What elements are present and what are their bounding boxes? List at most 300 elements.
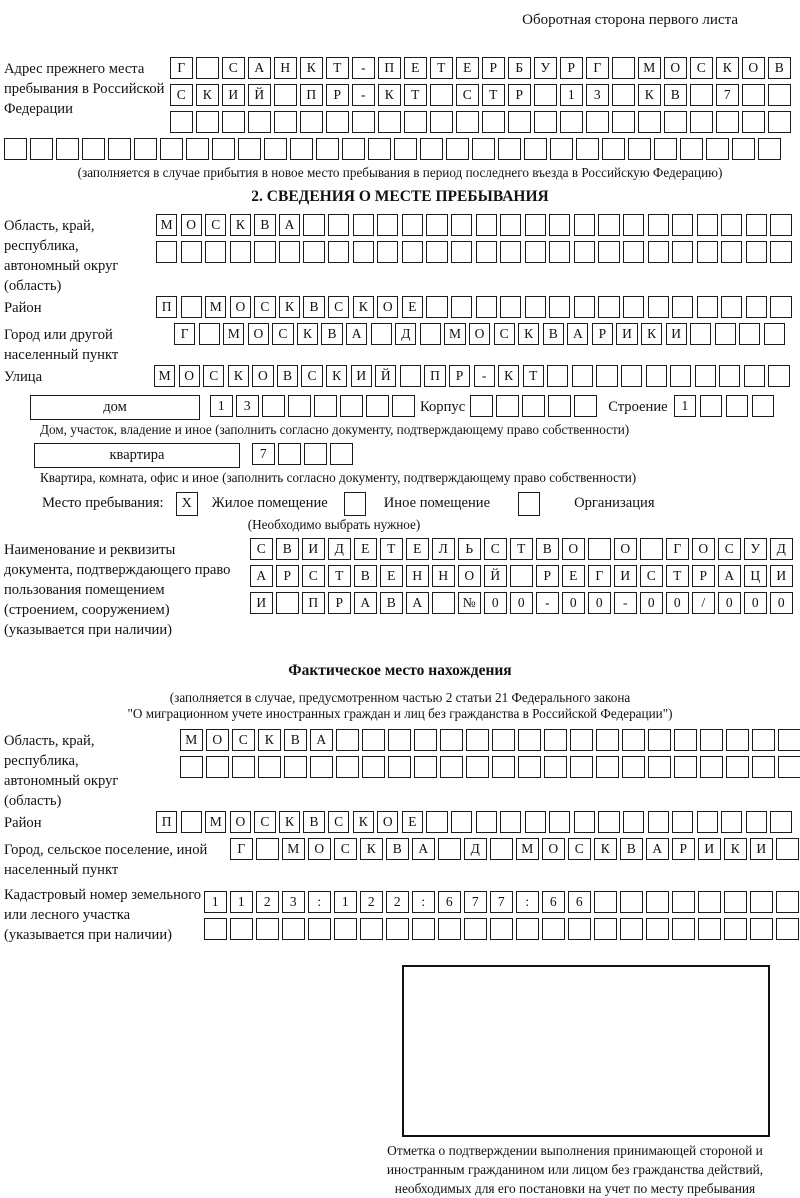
char-cell[interactable] [721, 214, 742, 236]
char-cell[interactable]: Е [380, 565, 403, 587]
char-cell[interactable] [548, 395, 571, 417]
char-cell[interactable] [732, 138, 755, 160]
char-cell[interactable] [371, 323, 392, 345]
char-cell[interactable]: К [326, 365, 347, 387]
char-cell[interactable] [500, 241, 521, 263]
char-cell[interactable] [596, 756, 619, 778]
char-cell[interactable] [524, 138, 547, 160]
char-cell[interactable]: Н [406, 565, 429, 587]
char-cell[interactable] [672, 811, 693, 833]
char-cell[interactable] [238, 138, 261, 160]
char-cell[interactable]: П [424, 365, 445, 387]
char-cell[interactable]: С [203, 365, 224, 387]
char-cell[interactable] [336, 729, 359, 751]
char-cell[interactable] [342, 138, 365, 160]
char-cell[interactable]: 0 [484, 592, 507, 614]
char-cell[interactable]: О [614, 538, 637, 560]
char-cell[interactable] [612, 57, 635, 79]
char-cell[interactable] [674, 756, 697, 778]
char-cell[interactable] [706, 138, 729, 160]
char-cell[interactable] [340, 395, 363, 417]
char-cell[interactable]: С [302, 565, 325, 587]
char-cell[interactable] [721, 811, 742, 833]
char-cell[interactable] [623, 296, 644, 318]
char-cell[interactable] [654, 138, 677, 160]
char-cell[interactable] [316, 138, 339, 160]
char-cell[interactable] [430, 111, 453, 133]
char-cell[interactable]: 1 [674, 395, 697, 417]
char-cell[interactable]: С [690, 57, 713, 79]
char-cell[interactable]: Е [404, 57, 427, 79]
char-cell[interactable]: Т [430, 57, 453, 79]
char-cell[interactable]: Р [449, 365, 470, 387]
char-cell[interactable] [496, 395, 519, 417]
char-cell[interactable]: Р [672, 838, 695, 860]
char-cell[interactable]: О [664, 57, 687, 79]
char-cell[interactable] [278, 443, 301, 465]
char-cell[interactable] [368, 138, 391, 160]
char-cell[interactable]: О [248, 323, 269, 345]
char-cell[interactable]: М [154, 365, 175, 387]
char-cell[interactable] [621, 365, 642, 387]
char-cell[interactable]: Г [174, 323, 195, 345]
char-cell[interactable]: К [258, 729, 281, 751]
char-cell[interactable]: П [378, 57, 401, 79]
char-cell[interactable] [560, 111, 583, 133]
char-cell[interactable] [156, 241, 177, 263]
char-cell[interactable]: С [250, 538, 273, 560]
char-cell[interactable]: О [181, 214, 202, 236]
char-cell[interactable] [456, 111, 479, 133]
char-cell[interactable] [212, 138, 235, 160]
char-cell[interactable] [648, 756, 671, 778]
char-cell[interactable]: Л [432, 538, 455, 560]
char-cell[interactable] [549, 811, 570, 833]
char-cell[interactable]: А [646, 838, 669, 860]
char-cell[interactable]: М [444, 323, 465, 345]
char-cell[interactable] [516, 918, 539, 940]
char-cell[interactable] [254, 241, 275, 263]
char-cell[interactable] [303, 241, 324, 263]
char-cell[interactable]: О [377, 811, 398, 833]
char-cell[interactable] [328, 241, 349, 263]
char-cell[interactable] [570, 729, 593, 751]
char-cell[interactable]: А [412, 838, 435, 860]
char-cell[interactable] [776, 918, 799, 940]
char-cell[interactable]: К [378, 84, 401, 106]
char-cell[interactable] [482, 111, 505, 133]
char-cell[interactable]: А [279, 214, 300, 236]
char-cell[interactable] [256, 918, 279, 940]
char-cell[interactable] [518, 729, 541, 751]
char-cell[interactable] [594, 918, 617, 940]
char-cell[interactable] [300, 111, 323, 133]
char-cell[interactable]: 6 [438, 891, 461, 913]
char-cell[interactable]: 7 [464, 891, 487, 913]
char-cell[interactable]: 0 [510, 592, 533, 614]
checkbox-inoe[interactable] [344, 492, 366, 516]
char-cell[interactable] [680, 138, 703, 160]
char-cell[interactable]: Е [354, 538, 377, 560]
char-cell[interactable]: Д [770, 538, 793, 560]
char-cell[interactable]: К [297, 323, 318, 345]
char-cell[interactable]: К [594, 838, 617, 860]
char-cell[interactable]: С [328, 811, 349, 833]
char-cell[interactable]: Н [274, 57, 297, 79]
char-cell[interactable]: - [352, 57, 375, 79]
checkbox-zhiloe[interactable]: X [176, 492, 198, 516]
char-cell[interactable]: 0 [666, 592, 689, 614]
char-cell[interactable]: 0 [770, 592, 793, 614]
char-cell[interactable] [596, 365, 617, 387]
char-cell[interactable]: Й [484, 565, 507, 587]
char-cell[interactable] [440, 756, 463, 778]
char-cell[interactable] [742, 84, 765, 106]
char-cell[interactable] [638, 111, 661, 133]
char-cell[interactable] [574, 811, 595, 833]
char-cell[interactable]: С [484, 538, 507, 560]
char-cell[interactable] [279, 241, 300, 263]
char-cell[interactable] [623, 241, 644, 263]
char-cell[interactable] [180, 756, 203, 778]
char-cell[interactable] [534, 84, 557, 106]
char-cell[interactable] [196, 111, 219, 133]
char-cell[interactable]: Р [326, 84, 349, 106]
char-cell[interactable] [574, 395, 597, 417]
char-cell[interactable]: Г [170, 57, 193, 79]
char-cell[interactable] [500, 811, 521, 833]
char-cell[interactable] [574, 214, 595, 236]
char-cell[interactable] [746, 214, 767, 236]
char-cell[interactable] [648, 729, 671, 751]
char-cell[interactable]: 1 [560, 84, 583, 106]
char-cell[interactable] [768, 111, 791, 133]
char-cell[interactable] [204, 918, 227, 940]
char-cell[interactable] [360, 918, 383, 940]
char-cell[interactable] [768, 365, 789, 387]
char-cell[interactable] [426, 811, 447, 833]
char-cell[interactable] [690, 323, 711, 345]
char-cell[interactable]: В [276, 538, 299, 560]
char-cell[interactable]: О [206, 729, 229, 751]
char-cell[interactable] [400, 365, 421, 387]
char-cell[interactable] [464, 918, 487, 940]
char-cell[interactable] [522, 395, 545, 417]
char-cell[interactable] [476, 241, 497, 263]
char-cell[interactable] [274, 111, 297, 133]
char-cell[interactable] [470, 395, 493, 417]
char-cell[interactable] [366, 395, 389, 417]
char-cell[interactable]: К [641, 323, 662, 345]
char-cell[interactable]: А [250, 565, 273, 587]
char-cell[interactable]: В [254, 214, 275, 236]
char-cell[interactable]: В [620, 838, 643, 860]
char-cell[interactable] [620, 918, 643, 940]
char-cell[interactable]: Е [562, 565, 585, 587]
char-cell[interactable]: 3 [236, 395, 259, 417]
char-cell[interactable] [700, 729, 723, 751]
char-cell[interactable]: М [282, 838, 305, 860]
char-cell[interactable] [314, 395, 337, 417]
char-cell[interactable]: Т [523, 365, 544, 387]
char-cell[interactable] [30, 138, 53, 160]
char-cell[interactable] [402, 241, 423, 263]
char-cell[interactable] [726, 756, 749, 778]
char-cell[interactable] [547, 365, 568, 387]
char-cell[interactable] [181, 811, 202, 833]
char-cell[interactable]: Н [432, 565, 455, 587]
char-cell[interactable]: П [300, 84, 323, 106]
char-cell[interactable] [612, 84, 635, 106]
char-cell[interactable]: 6 [568, 891, 591, 913]
char-cell[interactable]: В [303, 811, 324, 833]
char-cell[interactable] [576, 138, 599, 160]
char-cell[interactable] [352, 111, 375, 133]
char-cell[interactable]: И [302, 538, 325, 560]
char-cell[interactable]: 0 [640, 592, 663, 614]
char-cell[interactable]: 0 [744, 592, 767, 614]
char-cell[interactable]: Е [456, 57, 479, 79]
char-cell[interactable]: В [536, 538, 559, 560]
char-cell[interactable]: К [196, 84, 219, 106]
char-cell[interactable]: В [277, 365, 298, 387]
char-cell[interactable]: С [456, 84, 479, 106]
char-cell[interactable] [534, 111, 557, 133]
char-cell[interactable] [476, 214, 497, 236]
char-cell[interactable]: Д [464, 838, 487, 860]
char-cell[interactable]: Т [326, 57, 349, 79]
char-cell[interactable] [598, 241, 619, 263]
char-cell[interactable] [721, 296, 742, 318]
char-cell[interactable] [742, 111, 765, 133]
char-cell[interactable] [330, 443, 353, 465]
char-cell[interactable] [715, 323, 736, 345]
char-cell[interactable] [451, 214, 472, 236]
char-cell[interactable]: Б [508, 57, 531, 79]
char-cell[interactable]: О [252, 365, 273, 387]
char-cell[interactable] [500, 214, 521, 236]
char-cell[interactable]: 3 [586, 84, 609, 106]
char-cell[interactable] [622, 729, 645, 751]
char-cell[interactable] [768, 84, 791, 106]
char-cell[interactable] [472, 138, 495, 160]
char-cell[interactable] [697, 811, 718, 833]
char-cell[interactable]: И [698, 838, 721, 860]
char-cell[interactable] [466, 756, 489, 778]
char-cell[interactable] [648, 296, 669, 318]
char-cell[interactable]: Р [328, 592, 351, 614]
char-cell[interactable]: 1 [334, 891, 357, 913]
char-cell[interactable] [550, 138, 573, 160]
char-cell[interactable] [700, 756, 723, 778]
char-cell[interactable] [362, 729, 385, 751]
char-cell[interactable] [750, 891, 773, 913]
char-cell[interactable] [199, 323, 220, 345]
char-cell[interactable]: Г [230, 838, 253, 860]
char-cell[interactable] [672, 214, 693, 236]
char-cell[interactable]: О [179, 365, 200, 387]
char-cell[interactable]: 3 [282, 891, 305, 913]
char-cell[interactable] [672, 918, 695, 940]
char-cell[interactable] [697, 241, 718, 263]
char-cell[interactable]: - [474, 365, 495, 387]
char-cell[interactable] [698, 918, 721, 940]
char-cell[interactable] [262, 395, 285, 417]
char-cell[interactable] [4, 138, 27, 160]
char-cell[interactable] [334, 918, 357, 940]
char-cell[interactable]: У [534, 57, 557, 79]
char-cell[interactable] [440, 729, 463, 751]
char-cell[interactable] [508, 111, 531, 133]
char-cell[interactable] [248, 111, 271, 133]
char-cell[interactable] [670, 365, 691, 387]
char-cell[interactable] [764, 323, 785, 345]
char-cell[interactable]: С [718, 538, 741, 560]
char-cell[interactable]: - [352, 84, 375, 106]
char-cell[interactable] [648, 241, 669, 263]
char-cell[interactable] [672, 296, 693, 318]
char-cell[interactable]: А [310, 729, 333, 751]
char-cell[interactable]: О [562, 538, 585, 560]
char-cell[interactable] [770, 811, 791, 833]
char-cell[interactable] [672, 241, 693, 263]
char-cell[interactable] [674, 729, 697, 751]
char-cell[interactable] [404, 111, 427, 133]
char-cell[interactable]: К [518, 323, 539, 345]
char-cell[interactable]: О [377, 296, 398, 318]
char-cell[interactable] [542, 918, 565, 940]
char-cell[interactable] [721, 241, 742, 263]
char-cell[interactable]: Г [666, 538, 689, 560]
char-cell[interactable]: М [205, 811, 226, 833]
char-cell[interactable]: О [692, 538, 715, 560]
char-cell[interactable] [700, 395, 723, 417]
char-cell[interactable]: Й [375, 365, 396, 387]
char-cell[interactable]: 7 [716, 84, 739, 106]
char-cell[interactable] [620, 891, 643, 913]
char-cell[interactable] [646, 918, 669, 940]
char-cell[interactable]: К [230, 214, 251, 236]
char-cell[interactable] [716, 111, 739, 133]
char-cell[interactable] [186, 138, 209, 160]
char-cell[interactable]: В [303, 296, 324, 318]
char-cell[interactable] [438, 918, 461, 940]
char-cell[interactable]: Р [276, 565, 299, 587]
char-cell[interactable] [230, 918, 253, 940]
char-cell[interactable] [276, 592, 299, 614]
char-cell[interactable]: К [716, 57, 739, 79]
char-cell[interactable]: И [750, 838, 773, 860]
char-cell[interactable]: Т [510, 538, 533, 560]
char-cell[interactable]: С [494, 323, 515, 345]
char-cell[interactable] [574, 296, 595, 318]
char-cell[interactable]: М [156, 214, 177, 236]
char-cell[interactable]: В [354, 565, 377, 587]
char-cell[interactable] [420, 323, 441, 345]
char-cell[interactable]: 1 [204, 891, 227, 913]
char-cell[interactable]: А [567, 323, 588, 345]
char-cell[interactable]: А [248, 57, 271, 79]
char-cell[interactable] [264, 138, 287, 160]
char-cell[interactable] [498, 138, 521, 160]
char-cell[interactable]: 1 [210, 395, 233, 417]
char-cell[interactable] [758, 138, 781, 160]
char-cell[interactable]: 0 [718, 592, 741, 614]
char-cell[interactable] [108, 138, 131, 160]
char-cell[interactable]: О [230, 811, 251, 833]
char-cell[interactable]: Д [395, 323, 416, 345]
char-cell[interactable] [303, 214, 324, 236]
char-cell[interactable] [414, 756, 437, 778]
char-cell[interactable] [388, 756, 411, 778]
char-cell[interactable] [623, 811, 644, 833]
char-cell[interactable]: С [272, 323, 293, 345]
char-cell[interactable] [304, 443, 327, 465]
char-cell[interactable] [750, 918, 773, 940]
char-cell[interactable] [549, 214, 570, 236]
char-cell[interactable] [438, 838, 461, 860]
char-cell[interactable] [778, 756, 800, 778]
char-cell[interactable] [778, 729, 800, 751]
char-cell[interactable]: Т [404, 84, 427, 106]
char-cell[interactable]: М [180, 729, 203, 751]
char-cell[interactable]: К [498, 365, 519, 387]
char-cell[interactable]: Р [560, 57, 583, 79]
char-cell[interactable]: 6 [542, 891, 565, 913]
char-cell[interactable] [232, 756, 255, 778]
char-cell[interactable]: Ц [744, 565, 767, 587]
char-cell[interactable] [308, 918, 331, 940]
char-cell[interactable] [377, 214, 398, 236]
char-cell[interactable]: Р [592, 323, 613, 345]
char-cell[interactable] [394, 138, 417, 160]
char-cell[interactable] [640, 538, 663, 560]
char-cell[interactable] [568, 918, 591, 940]
char-cell[interactable]: К [300, 57, 323, 79]
char-cell[interactable] [134, 138, 157, 160]
char-cell[interactable]: А [346, 323, 367, 345]
char-cell[interactable] [353, 241, 374, 263]
char-cell[interactable]: О [308, 838, 331, 860]
char-cell[interactable]: С [232, 729, 255, 751]
char-cell[interactable]: М [638, 57, 661, 79]
char-cell[interactable] [752, 756, 775, 778]
char-cell[interactable]: М [516, 838, 539, 860]
char-cell[interactable] [746, 296, 767, 318]
char-cell[interactable]: К [228, 365, 249, 387]
char-cell[interactable] [326, 111, 349, 133]
char-cell[interactable]: 7 [490, 891, 513, 913]
char-cell[interactable]: С [334, 838, 357, 860]
char-cell[interactable] [622, 756, 645, 778]
char-cell[interactable]: Т [380, 538, 403, 560]
char-cell[interactable] [746, 811, 767, 833]
char-cell[interactable] [586, 111, 609, 133]
char-cell[interactable]: В [284, 729, 307, 751]
char-cell[interactable] [388, 729, 411, 751]
char-cell[interactable] [570, 756, 593, 778]
char-cell[interactable]: О [469, 323, 490, 345]
char-cell[interactable] [726, 729, 749, 751]
char-cell[interactable] [776, 838, 799, 860]
char-cell[interactable] [719, 365, 740, 387]
char-cell[interactable] [160, 138, 183, 160]
char-cell[interactable] [602, 138, 625, 160]
char-cell[interactable]: Е [402, 296, 423, 318]
char-cell[interactable] [378, 111, 401, 133]
char-cell[interactable]: - [536, 592, 559, 614]
char-cell[interactable]: К [353, 296, 374, 318]
